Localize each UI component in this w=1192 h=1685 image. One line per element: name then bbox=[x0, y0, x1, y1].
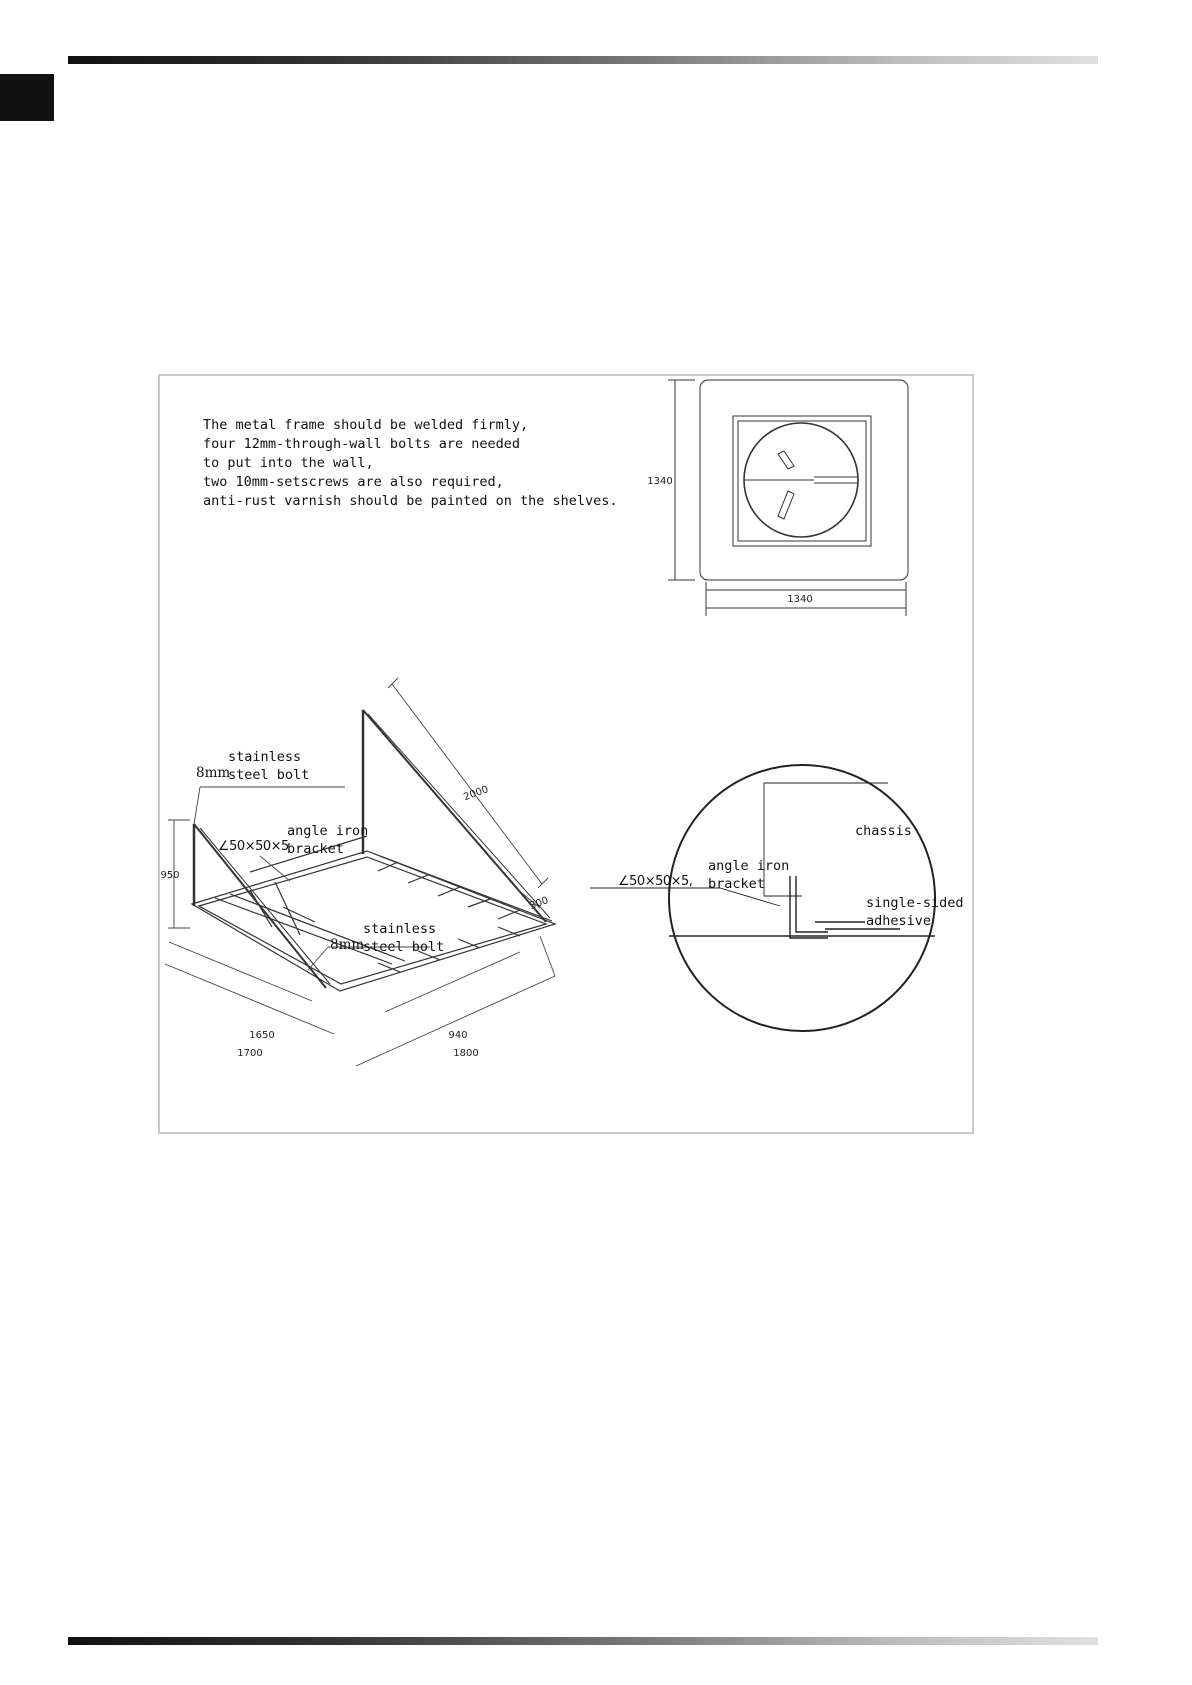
detail-angle-bracket-line1: angle iron bbox=[708, 858, 790, 874]
installation-note bbox=[203, 416, 643, 511]
dim-outer-left: 1700 bbox=[237, 1048, 263, 1059]
adhesive-label bbox=[866, 894, 964, 930]
dim-height: 950 bbox=[160, 870, 180, 881]
angle-spec-label: ∠50×50×5 bbox=[218, 839, 289, 854]
detail-angle-bracket-line2: bracket bbox=[708, 876, 765, 892]
bolt-label-2-line2: steel bolt bbox=[363, 939, 445, 955]
bolt-label-1-line1: stainless bbox=[228, 749, 302, 765]
angle-bracket-line1: angle iron bbox=[287, 823, 369, 839]
dim-outer-right: 1800 bbox=[453, 1048, 479, 1059]
detail-angle-spec-label: ∠50×50×5, bbox=[618, 874, 693, 889]
dim-inner-right: 940 bbox=[448, 1030, 468, 1041]
installation-figure bbox=[158, 374, 974, 1134]
dim-diagonal: 2000 bbox=[462, 784, 490, 804]
frame-dim-lines bbox=[165, 678, 555, 1066]
fan-hub-arm bbox=[814, 477, 858, 483]
top-view-width-dim: 1340 bbox=[787, 594, 813, 605]
bolt-label-2-line1: stainless bbox=[363, 921, 437, 937]
adhesive-label-line1: single-sided bbox=[866, 895, 964, 911]
note-line: four 12mm-through-wall bolts are needed bbox=[203, 436, 520, 452]
dim-depth: 300 bbox=[528, 895, 550, 913]
adhesive-label-line2: adhesive bbox=[866, 913, 932, 929]
top-view-height-dim: 1340 bbox=[647, 476, 673, 487]
fan-blade-2 bbox=[778, 491, 794, 519]
note-line: The metal frame should be welded firmly, bbox=[203, 417, 529, 433]
detail-angle-bracket-label bbox=[708, 857, 789, 893]
note-line: to put into the wall, bbox=[203, 455, 374, 471]
top-rule bbox=[68, 56, 1098, 64]
fan-blade-1 bbox=[778, 451, 794, 469]
bolt-label-2 bbox=[363, 920, 444, 956]
note-line: anti-rust varnish should be painted on the shelves. bbox=[203, 493, 618, 509]
chassis-label: chassis bbox=[855, 823, 912, 839]
dim-inner-left: 1650 bbox=[249, 1030, 275, 1041]
note-line: two 10mm-setscrews are also required, bbox=[203, 474, 504, 490]
bolt-label-1-line2: steel bolt bbox=[228, 767, 310, 783]
bolt-label-1 bbox=[228, 748, 309, 784]
opening-outer bbox=[733, 416, 871, 546]
bottom-rule bbox=[68, 1637, 1098, 1645]
top-view bbox=[668, 380, 908, 616]
bolt-size-label-1: 8mm bbox=[196, 765, 231, 781]
opening-inner bbox=[738, 421, 866, 541]
corner-tab bbox=[0, 74, 54, 121]
bolt-size-label-2: 8mm bbox=[330, 937, 365, 953]
angle-bracket-label bbox=[287, 822, 368, 858]
angle-bracket-line2: bracket bbox=[287, 841, 344, 857]
